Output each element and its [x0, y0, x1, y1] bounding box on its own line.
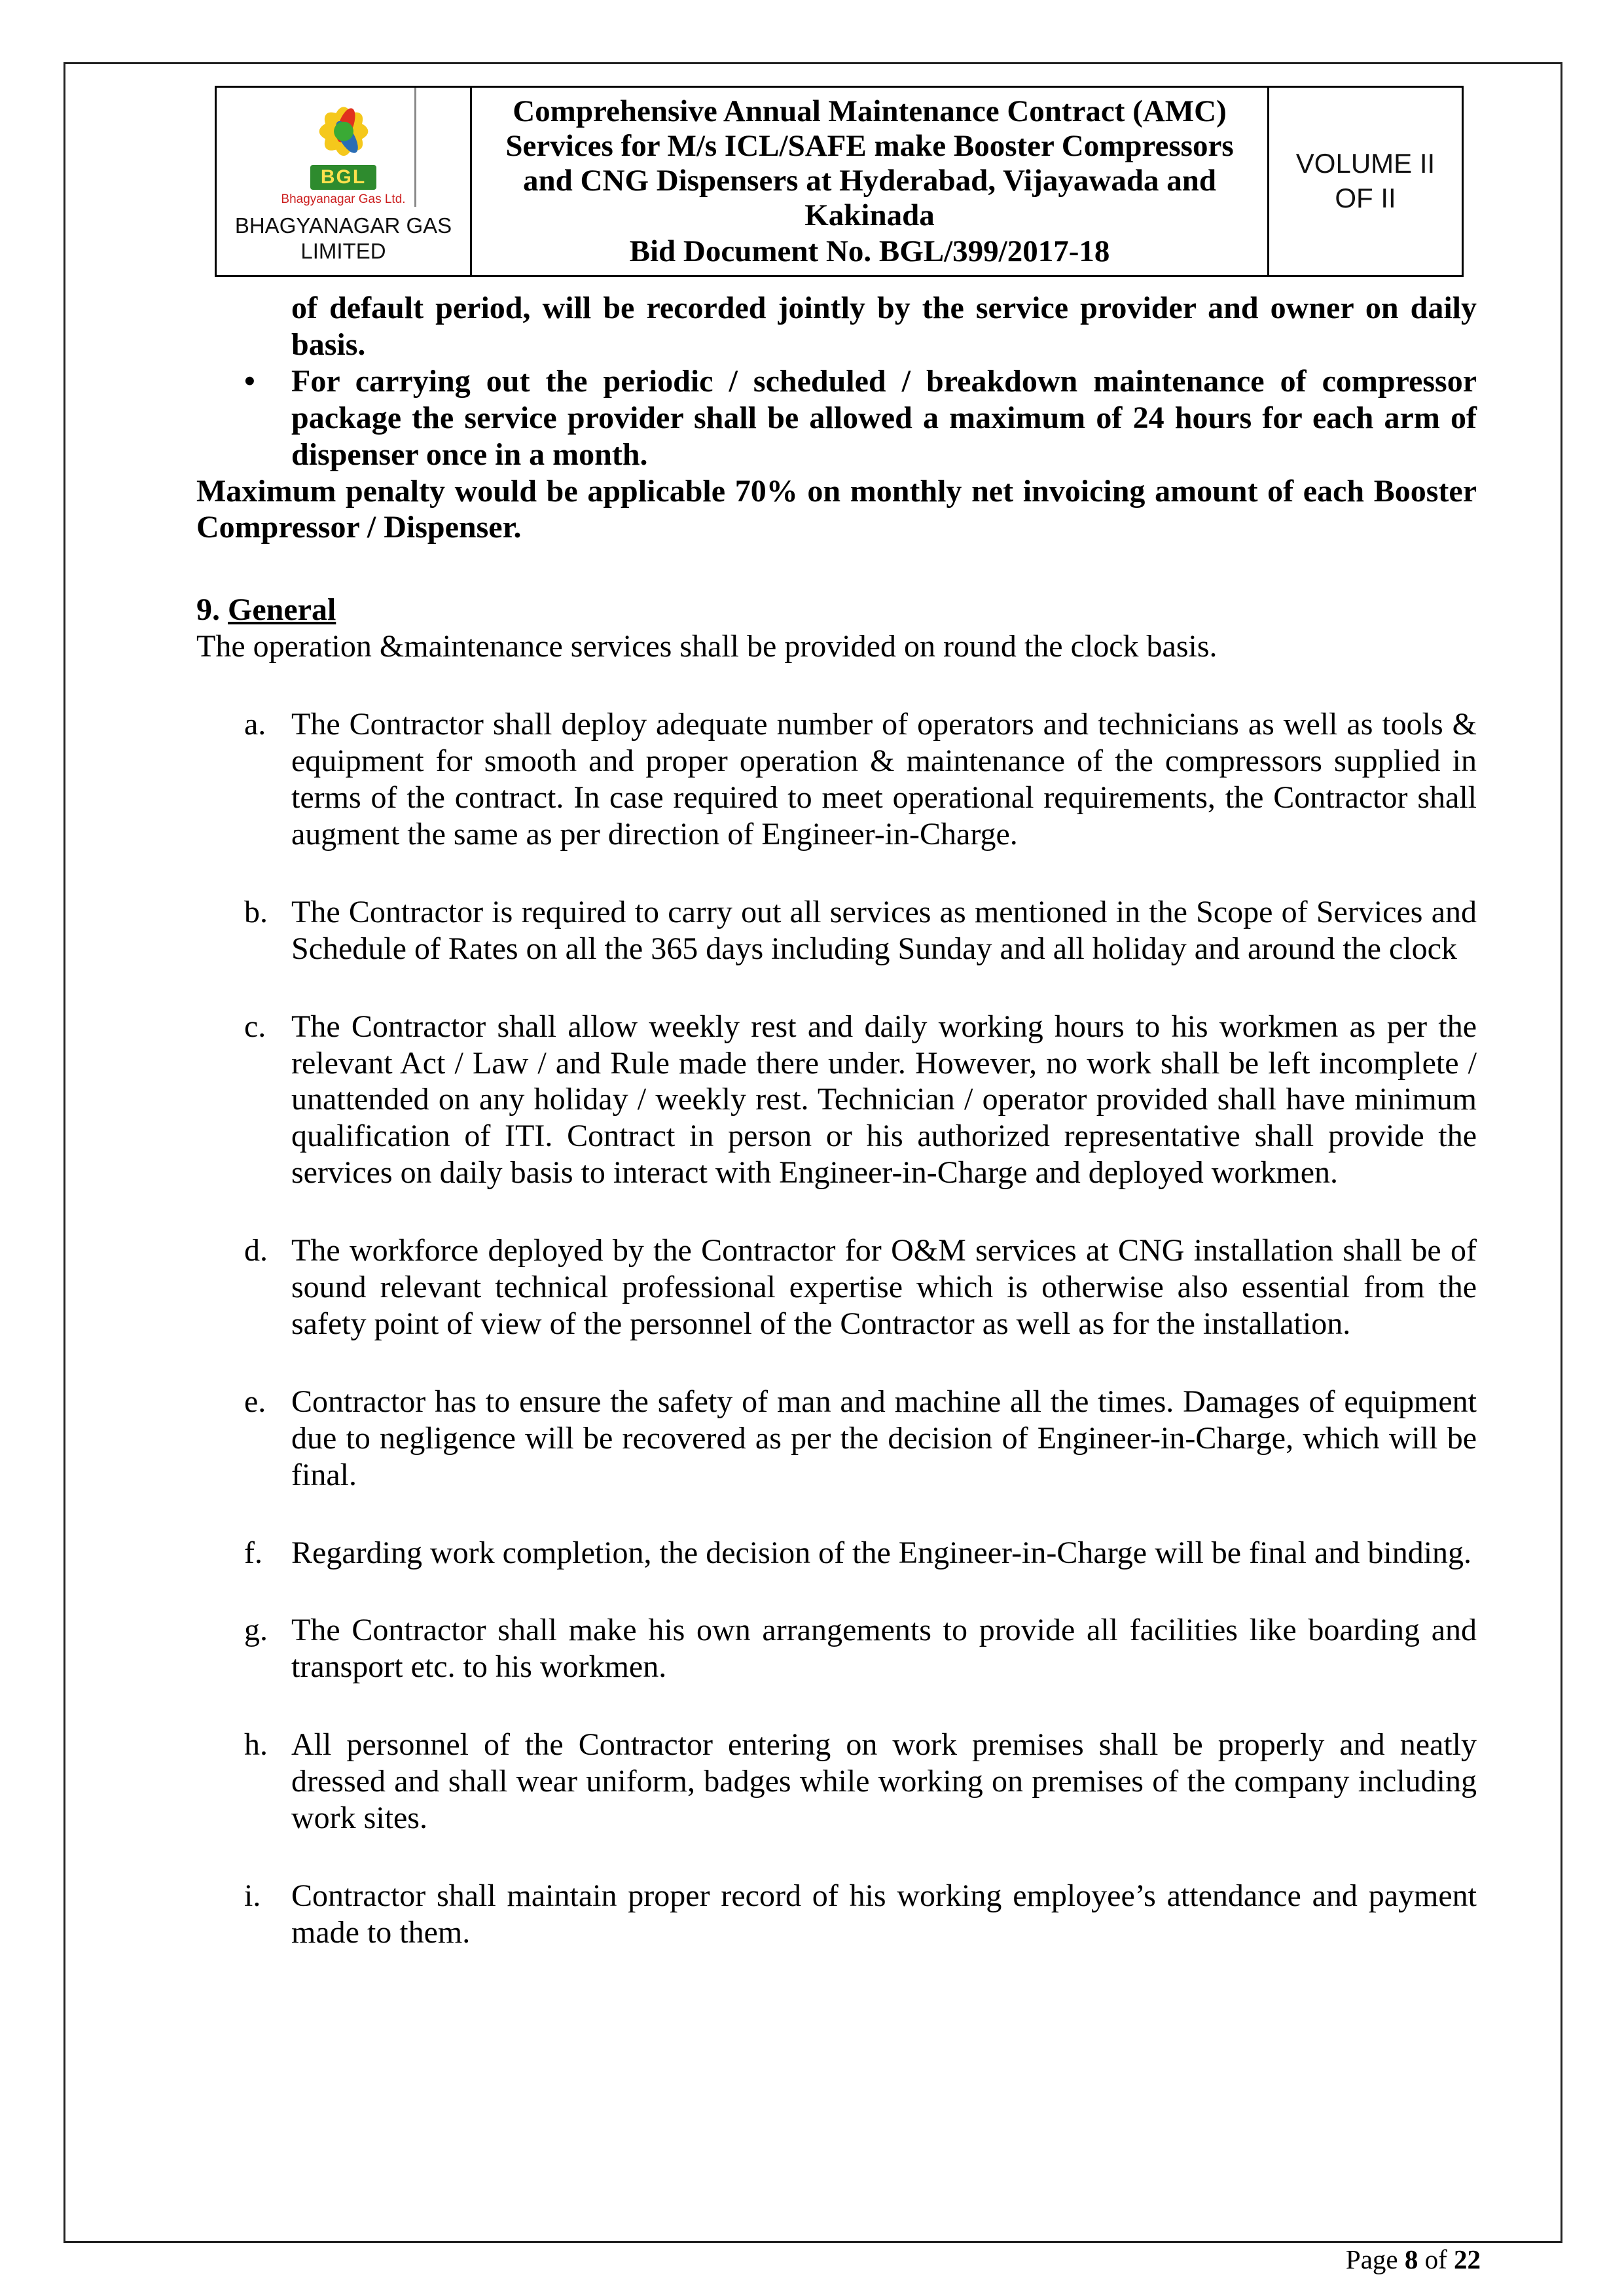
list-text: All personnel of the Contractor entering on work premises shall be properly and neatly dressed and shall wear uniform, badges while working on premises of the company including work sites.: [291, 1727, 1477, 1836]
list-item: [196, 894, 1477, 967]
volume-label: VOLUME II OF II: [1295, 148, 1435, 213]
list-text: Contractor has to ensure the safety of man and machine all the times. Damages of equipment due to negligence will be recovered as per the decision of Engineer-in-Charge, which will be final.: [291, 1384, 1477, 1492]
bgl-logo: [217, 88, 472, 275]
section-intro: The operation &maintenance services shall be provided on round the clock basis.: [196, 629, 1218, 664]
list-item: [196, 706, 1477, 853]
list-text: Regarding work completion, the decision of the Engineer-in-Charge will be final and binding.: [291, 1535, 1472, 1570]
doc-title: Comprehensive Annual Maintenance Contract (AMC) Services for M/s ICL/SAFE make Booster Compressors and CNG Dispensers at Hyderabad, Vijayawada and Kakinada: [505, 94, 1234, 233]
bullet-item: [196, 363, 1477, 473]
footer-middle: of: [1418, 2244, 1454, 2274]
list-text: The Contractor is required to carry out all services as mentioned in the Scope of Services and Schedule of Rates on all the 365 days including Sunday and all holiday and around the clock: [291, 894, 1477, 966]
list-marker: e.: [244, 1384, 266, 1419]
flower-logo-icon: [302, 96, 386, 169]
list-marker: d.: [244, 1233, 268, 1268]
org-name: BHAGYANAGAR GAS LIMITED: [234, 213, 452, 263]
bid-doc-number: Bid Document No. BGL/399/2017-18: [629, 234, 1110, 269]
footer-page-number: 8: [1404, 2244, 1418, 2274]
footer-prefix: Page: [1345, 2244, 1405, 2274]
list-text: The Contractor shall deploy adequate number of operators and technicians as well as tools & equipment for smooth and proper operation & maintenance of the compressors supplied in terms of the contract. In case required to meet operational requirements, the Contractor shall augment the same as per direction of Engineer-in-Charge.: [291, 707, 1477, 852]
page-border: [63, 62, 1562, 2243]
penalty-paragraph: Maximum penalty would be applicable 70% on monthly net invoicing amount of each Booster Compressor / Dispenser.: [196, 473, 1477, 545]
list-text: The workforce deployed by the Contractor for O&M services at CNG installation shall be of sound relevant technical professional expertise which is otherwise also essential from the safety point of view of the personnel of the Contractor as well as for the installation.: [291, 1233, 1477, 1341]
list-item: [196, 1612, 1477, 1685]
bullet-text: For carrying out the periodic / scheduled / breakdown maintenance of compressor package the service provider shall be allowed a maximum of 24 hours for each arm of dispenser once in a month.: [291, 363, 1477, 472]
list-marker: f.: [244, 1535, 262, 1570]
list-item: [196, 1535, 1477, 1571]
section-heading: [196, 592, 1477, 628]
list-marker: b.: [244, 894, 268, 929]
list-marker: g.: [244, 1613, 268, 1648]
document-body: [196, 290, 1477, 1951]
footer-page-total: 22: [1454, 2244, 1481, 2274]
list-marker: i.: [244, 1878, 261, 1913]
section-number: 9.: [196, 592, 228, 628]
list-item: [196, 1727, 1477, 1837]
list-text: Contractor shall maintain proper record of his working employee’s attendance and payment made to them.: [291, 1878, 1477, 1950]
bullet-icon: •: [244, 363, 255, 399]
footer-page-indicator: [1346, 2244, 1481, 2275]
list-item: [196, 1878, 1477, 1951]
header-title-cell: [472, 88, 1269, 275]
list-item: [196, 1384, 1477, 1494]
logo-divider-line: [414, 88, 416, 207]
logo-badge: BGL: [310, 165, 376, 190]
logo-tagline: Bhagyanagar Gas Ltd.: [281, 192, 406, 206]
list-marker: a.: [244, 707, 266, 742]
list-item: [196, 1009, 1477, 1192]
paragraph-continuation: of default period, will be recorded jointly by the service provider and owner on daily basis.: [291, 291, 1477, 362]
list-item: [196, 1232, 1477, 1342]
list-text: The Contractor shall allow weekly rest and daily working hours to his workmen as per the relevant Act / Law / and Rule made there under. However, no work shall be left incomplete / unattended on any holiday / weekly rest. Technician / operator provided shall have minimum qualification of ITI. Contract in person or his authorized representative shall provide the services on daily basis to interact with Engineer-in-Charge and deployed workmen.: [291, 1009, 1477, 1191]
section-title: General: [228, 592, 336, 628]
header-table: [215, 86, 1464, 277]
list-marker: c.: [244, 1009, 266, 1044]
list-marker: h.: [244, 1727, 268, 1763]
list-text: The Contractor shall make his own arrangements to provide all facilities like boarding and transport etc. to his workmen.: [291, 1613, 1477, 1685]
